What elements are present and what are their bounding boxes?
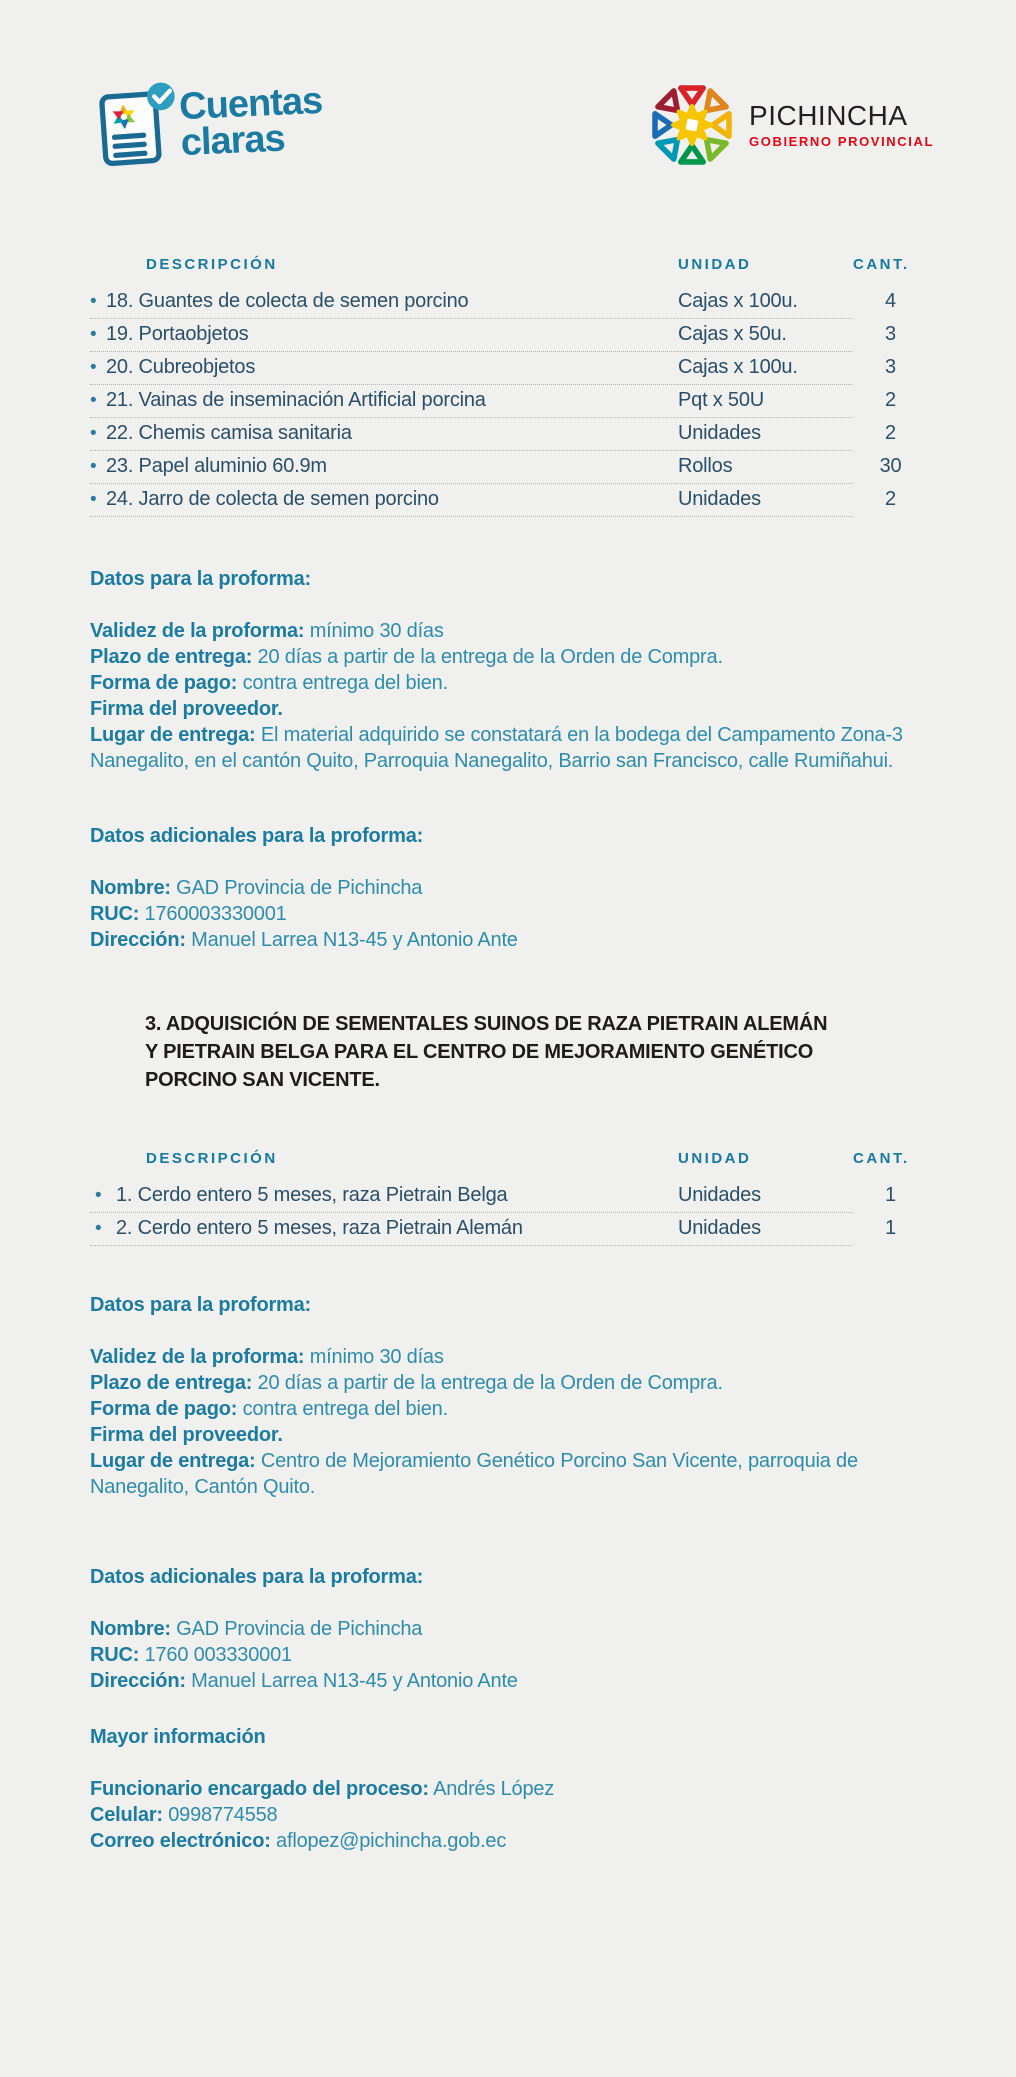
field-line [90, 644, 928, 670]
item-text: 1. Cerdo entero 5 meses, raza Pietrain Belga [116, 1184, 508, 1206]
bullet-icon: • [95, 1218, 102, 1239]
field-label: Plazo de entrega: [90, 1372, 253, 1394]
field-label: Correo electrónico: [90, 1830, 271, 1852]
section-title: Mayor información [90, 1726, 266, 1748]
field-label: RUC: [90, 1644, 140, 1666]
heading-line: Y PIETRAIN BELGA PARA EL CENTRO DE MEJORAMIENTO GENÉTICO [145, 1041, 814, 1063]
field-line [90, 1448, 928, 1500]
item-qty: 4 [885, 290, 896, 312]
field-value: Manuel Larrea N13-45 y Antonio Ante [185, 1670, 518, 1692]
field-value: Centro de Mejoramiento Genético Porcino San Vicente, parroquia de Nanegalito, Cantón Quito. [90, 1450, 858, 1498]
field-label: Lugar de entrega: [90, 1450, 256, 1472]
item-text: 21. Vainas de inseminación Artificial porcina [106, 389, 486, 411]
proforma-section-2 [90, 1292, 928, 1500]
field-line [90, 1616, 928, 1642]
item-unit: Unidades [678, 484, 853, 517]
item-description [90, 451, 678, 484]
field-line [90, 1344, 928, 1370]
field-value: 20 días a partir de la entrega de la Orden de Compra. [252, 1372, 723, 1394]
section-title: Datos adicionales para la proforma: [90, 825, 424, 847]
field-line [90, 1828, 928, 1854]
item-unit: Cajas x 100u. [678, 352, 853, 385]
item-qty: 2 [885, 488, 896, 510]
bullet-icon: • [95, 1185, 102, 1206]
cuentas-claras-logo [98, 80, 323, 168]
field-value: GAD Provincia de Pichincha [170, 1618, 423, 1640]
bullet-icon: • [90, 357, 97, 378]
field-line [90, 1422, 928, 1448]
bullet-icon: • [90, 456, 97, 477]
item-description [90, 385, 678, 418]
field-label: Dirección: [90, 929, 186, 951]
field-line [90, 927, 928, 953]
item-description [90, 1213, 678, 1246]
table-row [90, 451, 928, 484]
item-text: 20. Cubreobjetos [106, 356, 256, 378]
field-value: 1760 003330001 [139, 1644, 292, 1666]
field-value: mínimo 30 días [304, 1346, 444, 1368]
item-text: 19. Portaobjetos [106, 323, 249, 345]
item-qty: 1 [885, 1184, 896, 1206]
section-title: Datos para la proforma: [90, 1294, 312, 1316]
field-line [90, 1776, 928, 1802]
field-line [90, 1802, 928, 1828]
field-line [90, 1642, 928, 1668]
bullet-icon: • [90, 291, 97, 312]
item-unit: Rollos [678, 451, 853, 484]
item-qty: 3 [885, 356, 896, 378]
table-row [90, 484, 928, 517]
item-description [90, 484, 678, 517]
item-description [90, 286, 678, 319]
field-value: 0998774558 [162, 1804, 278, 1826]
bullet-icon: • [90, 423, 97, 444]
item-text: 2. Cerdo entero 5 meses, raza Pietrain Alemán [116, 1217, 523, 1239]
item-qty: 2 [885, 389, 896, 411]
table-row [90, 352, 928, 385]
field-label: Validez de la proforma: [90, 1346, 305, 1368]
field-label: Validez de la proforma: [90, 620, 305, 642]
field-label: Nombre: [90, 1618, 171, 1640]
pichincha-logo [649, 80, 934, 170]
item-unit: Pqt x 50U [678, 385, 853, 418]
column-header-qty: CANT. [853, 256, 910, 273]
table-row [90, 286, 928, 319]
table-row [90, 319, 928, 352]
field-value: mínimo 30 días [304, 620, 444, 642]
additional-data-section-2 [90, 1564, 928, 1694]
bullet-icon: • [90, 489, 97, 510]
bullet-icon: • [90, 324, 97, 345]
field-label: Plazo de entrega: [90, 646, 253, 668]
section-title: Datos adicionales para la proforma: [90, 1566, 424, 1588]
field-value: GAD Provincia de Pichincha [170, 877, 423, 899]
item-text: 23. Papel aluminio 60.9m [106, 455, 327, 477]
item-description [90, 352, 678, 385]
item-description [90, 319, 678, 352]
pichincha-star-emblem-icon [649, 80, 735, 170]
table-row [90, 385, 928, 418]
column-header-unit: UNIDAD [678, 256, 752, 273]
item-unit: Cajas x 100u. [678, 286, 853, 319]
field-value: contra entrega del bien. [237, 1398, 448, 1420]
item-unit: Unidades [678, 1180, 853, 1213]
additional-data-section-1 [90, 823, 928, 953]
field-line [90, 1396, 928, 1422]
document-check-icon [98, 80, 178, 168]
table-header-row [90, 1150, 928, 1180]
column-header-qty: CANT. [853, 1150, 910, 1167]
field-line [90, 875, 928, 901]
item-description [90, 1180, 678, 1213]
field-line [90, 1668, 928, 1694]
item-qty: 2 [885, 422, 896, 444]
item-unit: Cajas x 50u. [678, 319, 853, 352]
item-qty: 1 [885, 1217, 896, 1239]
bullet-icon: • [90, 390, 97, 411]
section-3-heading [145, 1010, 928, 1094]
column-header-description: DESCRIPCIÓN [146, 1150, 278, 1167]
field-line [90, 901, 928, 927]
column-header-unit: UNIDAD [678, 1150, 752, 1167]
field-label: RUC: [90, 903, 140, 925]
field-label: Lugar de entrega: [90, 724, 256, 746]
field-label: Celular: [90, 1804, 163, 1826]
field-label: Firma del proveedor. [90, 1424, 283, 1446]
table-row [90, 418, 928, 451]
items-table-1 [90, 256, 928, 517]
field-label: Forma de pago: [90, 672, 238, 694]
table-header-row [90, 256, 928, 286]
item-text: 24. Jarro de colecta de semen porcino [106, 488, 439, 510]
section-title: Datos para la proforma: [90, 568, 312, 590]
pichincha-subtitle: GOBIERNO PROVINCIAL [749, 134, 934, 149]
field-line [90, 670, 928, 696]
field-label: Nombre: [90, 877, 171, 899]
field-line [90, 696, 928, 722]
column-header-description: DESCRIPCIÓN [146, 256, 278, 273]
heading-line: PORCINO SAN VICENTE. [145, 1069, 380, 1091]
field-label: Dirección: [90, 1670, 186, 1692]
table-row [90, 1213, 928, 1246]
more-info-section [90, 1724, 928, 1854]
document-content [0, 256, 1016, 1854]
item-qty: 3 [885, 323, 896, 345]
pichincha-title: PICHINCHA [749, 100, 908, 131]
field-line [90, 722, 928, 774]
items-table-2 [90, 1150, 928, 1246]
cuentas-claras-wordmark [178, 79, 324, 165]
heading-line: 3. ADQUISICIÓN DE SEMENTALES SUINOS DE RAZA PIETRAIN ALEMÁN [145, 1013, 828, 1035]
field-label: Funcionario encargado del proceso: [90, 1778, 429, 1800]
field-value: 1760003330001 [139, 903, 287, 925]
field-value: 20 días a partir de la entrega de la Orden de Compra. [252, 646, 723, 668]
item-text: 18. Guantes de colecta de semen porcino [106, 290, 469, 312]
pichincha-wordmark [749, 102, 934, 148]
email-value: aflopez@pichincha.gob.ec [270, 1830, 507, 1852]
field-label: Firma del proveedor. [90, 698, 283, 720]
item-unit: Unidades [678, 418, 853, 451]
item-unit: Unidades [678, 1213, 853, 1246]
table-row [90, 1180, 928, 1213]
proforma-section-1 [90, 566, 928, 774]
field-value: El material adquirido se constatará en la bodega del Campamento Zona-3 Nanegalito, en el cantón Quito, Parroquia Nanegalito, Barrio san Francisco, calle Rumiñahui. [90, 724, 903, 772]
cuentas-line: Cuentas [178, 79, 323, 129]
item-qty: 30 [879, 455, 902, 477]
field-line [90, 1370, 928, 1396]
item-description [90, 418, 678, 451]
page-header [0, 0, 1016, 170]
field-value: contra entrega del bien. [237, 672, 448, 694]
field-value: Andrés López [428, 1778, 555, 1800]
field-label: Forma de pago: [90, 1398, 238, 1420]
field-line [90, 618, 928, 644]
field-value: Manuel Larrea N13-45 y Antonio Ante [185, 929, 518, 951]
item-text: 22. Chemis camisa sanitaria [106, 422, 352, 444]
claras-line: claras [179, 117, 286, 165]
